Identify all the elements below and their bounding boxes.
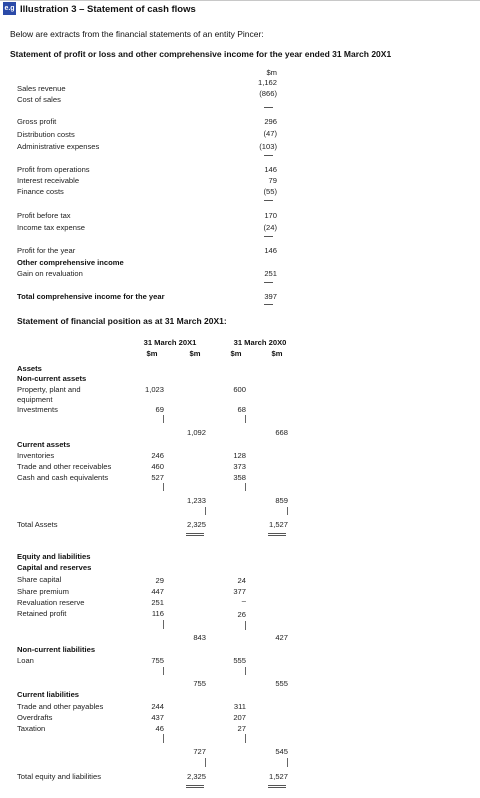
col-unit: $m [271, 349, 283, 358]
pl-label: Profit before tax [17, 211, 71, 220]
value-c2: 1,092 [186, 428, 206, 437]
pl-value: 170 [264, 211, 277, 220]
col-header-20x0: 31 March 20X0 [233, 338, 287, 347]
sfp-label: Inventories [17, 451, 55, 460]
subtotal-rule [264, 200, 273, 201]
value-c1: 447 [151, 587, 164, 596]
value-c4: 555 [275, 679, 288, 688]
section-current-liabilities: Current liabilities [17, 690, 80, 699]
pl-value: (24) [263, 223, 277, 232]
value-c3: 24 [237, 576, 246, 585]
pl-label-bold: Other comprehensive income [17, 258, 124, 267]
col-unit: $m [146, 349, 158, 358]
rule-tick [245, 483, 246, 491]
section-equity-liabilities: Equity and liabilities [17, 552, 91, 561]
value-c1: 1,023 [144, 385, 164, 394]
pl-value: 146 [264, 246, 277, 255]
sfp-label: Investments [17, 405, 58, 414]
pl-value: (55) [263, 187, 277, 196]
value-c1: 246 [151, 451, 164, 460]
pl-label: Income tax expense [17, 223, 85, 232]
section-non-current-liabilities: Non-current liabilities [17, 645, 96, 654]
sfp-label: Share capital [17, 575, 62, 584]
value-c3: 128 [233, 451, 246, 460]
sfp-label: Taxation [17, 724, 46, 733]
pl-value: 146 [264, 165, 277, 174]
value-c2: 2,325 [186, 520, 206, 529]
rule-tick [287, 507, 288, 515]
total-double-rule [186, 533, 204, 536]
value-c1: 527 [151, 473, 164, 482]
subtotal-rule [264, 107, 273, 108]
sfp-label: Revaluation reserve [17, 598, 85, 607]
pl-label: Sales revenue [17, 84, 66, 93]
value-c3: – [241, 596, 246, 605]
total-assets-label: Total Assets [17, 520, 58, 529]
pl-heading: Statement of profit or loss and other comprehensive income for the year ended 31 March 20X1 [10, 49, 392, 59]
sfp-label: Share premium [17, 587, 69, 596]
value-c3: 27 [237, 724, 246, 733]
pl-label: Gain on revaluation [17, 269, 83, 278]
subtotal-rule [264, 155, 273, 156]
col-unit: $m [189, 349, 201, 358]
value-c3: 373 [233, 462, 246, 471]
pl-label: Profit for the year [17, 246, 76, 255]
col-header-20x1: 31 March 20X1 [143, 338, 197, 347]
value-c4: 545 [275, 747, 288, 756]
value-c2: 727 [193, 747, 206, 756]
sfp-heading: Statement of financial position as at 31 March 20X1: [17, 316, 227, 326]
value-c3: 311 [233, 702, 246, 711]
value-c2: 1,233 [186, 496, 206, 505]
rule-tick [287, 758, 288, 767]
pl-value: (47) [263, 129, 277, 138]
value-c3: 377 [233, 587, 246, 596]
pl-value: 296 [264, 117, 277, 126]
sfp-label: Trade and other receivables [17, 462, 112, 471]
pl-label: Finance costs [17, 187, 64, 196]
value-c3: 358 [233, 473, 246, 482]
sfp-label: Cash and cash equivalents [17, 473, 109, 482]
value-c3: 600 [233, 385, 246, 394]
sfp-label: Trade and other payables [17, 702, 104, 711]
total-double-rule [186, 785, 204, 788]
pl-total-label: Total comprehensive income for the year [17, 292, 165, 301]
value-c3: 68 [237, 405, 246, 414]
value-c1: 29 [155, 576, 164, 585]
value-c2: 755 [193, 679, 206, 688]
example-badge-icon: e.g [3, 2, 16, 15]
sfp-label: equipment [17, 395, 53, 404]
value-c1: 755 [151, 656, 164, 665]
pl-total-value: 397 [264, 292, 277, 301]
pl-label: Administrative expenses [17, 142, 100, 151]
value-c4: 1,527 [268, 520, 288, 529]
value-c2: 2,325 [186, 772, 206, 781]
rule-tick [245, 415, 246, 423]
section-current-assets: Current assets [17, 440, 71, 449]
pl-label: Gross profit [17, 117, 57, 126]
rule-tick [163, 667, 164, 675]
value-c1: 46 [155, 724, 164, 733]
pl-value: 79 [268, 176, 277, 185]
section-capital-reserves: Capital and reserves [17, 563, 92, 572]
value-c4: 859 [275, 496, 288, 505]
intro-text: Below are extracts from the financial statements of an entity Pincer: [10, 29, 264, 39]
pl-label: Profit from operations [17, 165, 90, 174]
rule-tick [163, 415, 164, 423]
pl-label: Interest receivable [17, 176, 80, 185]
value-c2: 843 [193, 633, 206, 642]
value-c3: 26 [237, 610, 246, 619]
col-unit: $m [230, 349, 242, 358]
rule-tick [163, 734, 164, 743]
value-c3: 555 [233, 656, 246, 665]
rule-tick [245, 621, 246, 630]
pl-label: Distribution costs [17, 130, 75, 139]
value-c1: 244 [151, 702, 164, 711]
section-assets: Assets [17, 364, 42, 373]
value-c4: 668 [275, 428, 288, 437]
rule-tick [163, 620, 164, 629]
illustration-title: Illustration 3 – Statement of cash flows [20, 4, 196, 15]
subtotal-rule [264, 282, 273, 283]
value-c1: 116 [151, 609, 164, 618]
value-c3: 207 [233, 713, 246, 722]
value-c1: 437 [151, 713, 164, 722]
subtotal-rule [264, 236, 273, 237]
value-c1: 69 [155, 405, 164, 414]
total-double-rule [268, 785, 286, 788]
rule-tick [163, 483, 164, 491]
rule-tick [205, 507, 206, 515]
value-c1: 251 [151, 598, 164, 607]
sfp-label: Property, plant and [17, 385, 81, 394]
value-c4: 1,527 [268, 772, 288, 781]
pl-unit: $m [266, 68, 277, 77]
value-c4: 427 [275, 633, 288, 642]
pl-value: (866) [259, 89, 277, 98]
section-non-current-assets: Non-current assets [17, 374, 87, 383]
total-double-rule [264, 304, 273, 305]
sfp-label: Overdrafts [17, 713, 53, 722]
pl-value: 251 [264, 269, 277, 278]
sfp-label: Loan [17, 656, 34, 665]
rule-tick [245, 667, 246, 675]
pl-value: (103) [259, 142, 277, 151]
top-rule [0, 0, 480, 1]
total-double-rule [268, 533, 286, 536]
rule-tick [245, 734, 246, 743]
pl-label: Cost of sales [17, 95, 61, 104]
total-equity-liabilities-label: Total equity and liabilities [17, 772, 102, 781]
value-c1: 460 [151, 462, 164, 471]
rule-tick [205, 758, 206, 767]
pl-value: 1,162 [257, 78, 277, 87]
sfp-label: Retained profit [17, 609, 67, 618]
